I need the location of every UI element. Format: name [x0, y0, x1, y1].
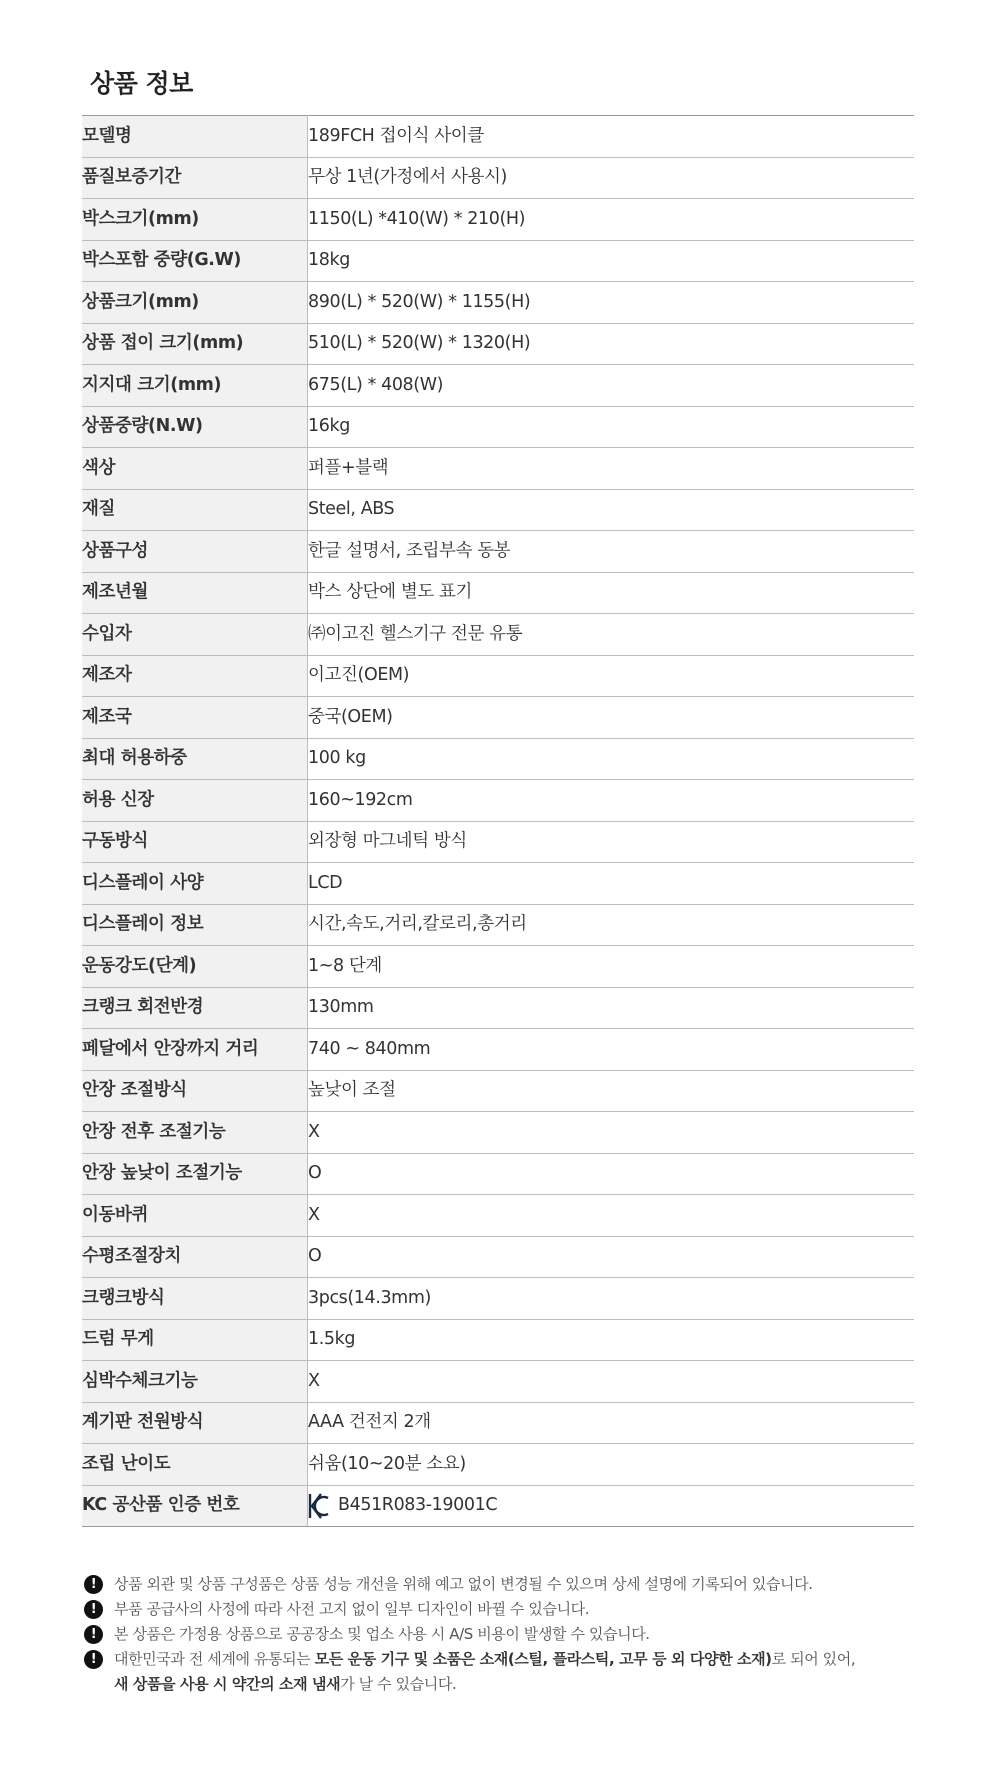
- spec-value: 퍼플+블랙: [308, 448, 915, 490]
- spec-value: 100 kg: [308, 738, 915, 780]
- spec-value: 1150(L) *410(W) * 210(H): [308, 199, 915, 241]
- spec-label: 허용 신장: [82, 780, 308, 822]
- table-row: [82, 821, 914, 863]
- notice-list: [84, 1572, 944, 1697]
- spec-label: 구동방식: [82, 821, 308, 863]
- notice-item: [84, 1647, 944, 1697]
- spec-label: 최대 허용하중: [82, 738, 308, 780]
- table-row: [82, 1236, 914, 1278]
- spec-value: 160~192cm: [308, 780, 915, 822]
- spec-value: 130mm: [308, 987, 915, 1029]
- table-row: [82, 1361, 914, 1403]
- spec-value: 890(L) * 520(W) * 1155(H): [308, 282, 915, 324]
- spec-value: X: [308, 1112, 915, 1154]
- table-row: [82, 1402, 914, 1444]
- table-row: [82, 863, 914, 905]
- spec-label: 제조국: [82, 697, 308, 739]
- table-row: [82, 904, 914, 946]
- table-row: [82, 199, 914, 241]
- spec-label: 상품크기(mm): [82, 282, 308, 324]
- table-row: [82, 780, 914, 822]
- spec-table-body: [82, 116, 914, 1527]
- spec-label: 상품 접이 크기(mm): [82, 323, 308, 365]
- table-row: [82, 614, 914, 656]
- spec-value: O: [308, 1153, 915, 1195]
- spec-label: 안장 조절방식: [82, 1070, 308, 1112]
- spec-value: X: [308, 1195, 915, 1237]
- spec-label: 모델명: [82, 116, 308, 158]
- spec-label: 품질보증기간: [82, 157, 308, 199]
- spec-label-kc: KC 공산품 인증 번호: [82, 1485, 308, 1527]
- table-row: [82, 157, 914, 199]
- notice-item: [84, 1572, 944, 1597]
- kc-mark-icon: [308, 1492, 330, 1520]
- table-row: [82, 572, 914, 614]
- spec-label: 제조년월: [82, 572, 308, 614]
- table-row: [82, 240, 914, 282]
- notice-text-bold: 새 상품을 사용 시 약간의 소재 냄새: [114, 1675, 341, 1693]
- table-row: [82, 946, 914, 988]
- spec-label: 박스포함 중량(G.W): [82, 240, 308, 282]
- spec-value: O: [308, 1236, 915, 1278]
- spec-label: 크랭크 회전반경: [82, 987, 308, 1029]
- table-row: [82, 406, 914, 448]
- spec-label: 계기판 전원방식: [82, 1402, 308, 1444]
- table-row: [82, 323, 914, 365]
- spec-value: 외장형 마그네틱 방식: [308, 821, 915, 863]
- spec-value: Steel, ABS: [308, 489, 915, 531]
- spec-label: 재질: [82, 489, 308, 531]
- notice-text: 상품 외관 및 상품 구성품은 상품 성능 개선을 위해 예고 없이 변경될 수 있으며 상세 설명에 기록되어 있습니다.: [114, 1575, 813, 1593]
- notice-text: 부품 공급사의 사정에 따라 사전 고지 없이 일부 디자인이 바뀔 수 있습니다.: [114, 1600, 590, 1618]
- spec-value: 510(L) * 520(W) * 1320(H): [308, 323, 915, 365]
- table-row: [82, 448, 914, 490]
- table-row: [82, 697, 914, 739]
- table-row: [82, 1278, 914, 1320]
- table-row: [82, 1319, 914, 1361]
- table-row: [82, 282, 914, 324]
- spec-value: 중국(OEM): [308, 697, 915, 739]
- exclamation-circle-icon: !: [84, 1625, 103, 1644]
- spec-label: 수입자: [82, 614, 308, 656]
- spec-label: 제조자: [82, 655, 308, 697]
- notice-text-part: 대한민국과 전 세계에 유통되는: [114, 1650, 315, 1668]
- table-row: [82, 987, 914, 1029]
- table-row: [82, 1485, 914, 1527]
- spec-value: 1.5kg: [308, 1319, 915, 1361]
- spec-value: 740 ~ 840mm: [308, 1029, 915, 1071]
- table-row: [82, 116, 914, 158]
- table-row: [82, 1444, 914, 1486]
- section-title: 상품 정보: [90, 69, 193, 98]
- table-row: [82, 1070, 914, 1112]
- exclamation-circle-icon: !: [84, 1575, 103, 1594]
- spec-value: 박스 상단에 별도 표기: [308, 572, 915, 614]
- spec-label: 안장 높낮이 조절기능: [82, 1153, 308, 1195]
- spec-value: 높낮이 조절: [308, 1070, 915, 1112]
- notice-item: [84, 1597, 944, 1622]
- notice-item: [84, 1622, 944, 1647]
- spec-value: 무상 1년(가정에서 사용시): [308, 157, 915, 199]
- table-row: [82, 738, 914, 780]
- spec-table: [82, 115, 914, 1527]
- spec-value: 18kg: [308, 240, 915, 282]
- spec-label: 디스플레이 사양: [82, 863, 308, 905]
- spec-label: 심박수체크기능: [82, 1361, 308, 1403]
- table-row: [82, 1153, 914, 1195]
- spec-label: 드럼 무게: [82, 1319, 308, 1361]
- table-row: [82, 531, 914, 573]
- spec-value: 675(L) * 408(W): [308, 365, 915, 407]
- spec-label: 운동강도(단계): [82, 946, 308, 988]
- spec-label: 크랭크방식: [82, 1278, 308, 1320]
- table-row: [82, 1029, 914, 1071]
- spec-label: 상품구성: [82, 531, 308, 573]
- spec-value: 이고진(OEM): [308, 655, 915, 697]
- table-row: [82, 1195, 914, 1237]
- notice-text-part: 가 날 수 있습니다.: [340, 1675, 457, 1693]
- spec-label: 수평조절장치: [82, 1236, 308, 1278]
- spec-value: LCD: [308, 863, 915, 905]
- spec-label: 안장 전후 조절기능: [82, 1112, 308, 1154]
- spec-label: 디스플레이 정보: [82, 904, 308, 946]
- spec-label: 지지대 크기(mm): [82, 365, 308, 407]
- spec-value: ㈜이고진 헬스기구 전문 유통: [308, 614, 915, 656]
- notice-text-bold: 모든 운동 기구 및 소품은 소재(스틸, 플라스틱, 고무 등 외 다양한 소재): [314, 1650, 772, 1668]
- spec-value: 189FCH 접이식 사이클: [308, 116, 915, 158]
- table-row: [82, 365, 914, 407]
- spec-label: 박스크기(mm): [82, 199, 308, 241]
- spec-value: 시간,속도,거리,칼로리,총거리: [308, 904, 915, 946]
- table-row: [82, 489, 914, 531]
- kc-number: B451R083-19001C: [338, 1495, 498, 1515]
- spec-value: 1~8 단계: [308, 946, 915, 988]
- notice-text: 본 상품은 가정용 상품으로 공공장소 및 업소 사용 시 A/S 비용이 발생할 수 있습니다.: [114, 1625, 650, 1643]
- spec-value: AAA 건전지 2개: [308, 1402, 915, 1444]
- spec-label: 이동바퀴: [82, 1195, 308, 1237]
- table-row: [82, 655, 914, 697]
- spec-value: 3pcs(14.3mm): [308, 1278, 915, 1320]
- table-row: [82, 1112, 914, 1154]
- spec-label: 페달에서 안장까지 거리: [82, 1029, 308, 1071]
- spec-label: 상품중량(N.W): [82, 406, 308, 448]
- kc-cert: [308, 1492, 914, 1520]
- spec-value: X: [308, 1361, 915, 1403]
- notice-text-part: 로 되어 있어,: [771, 1650, 856, 1668]
- spec-label: 색상: [82, 448, 308, 490]
- exclamation-circle-icon: !: [84, 1600, 103, 1619]
- spec-label: 조립 난이도: [82, 1444, 308, 1486]
- spec-value-kc: [308, 1485, 915, 1527]
- spec-value: 16kg: [308, 406, 915, 448]
- spec-value: 한글 설명서, 조립부속 동봉: [308, 531, 915, 573]
- spec-value: 쉬움(10~20분 소요): [308, 1444, 915, 1486]
- exclamation-circle-icon: !: [84, 1650, 103, 1669]
